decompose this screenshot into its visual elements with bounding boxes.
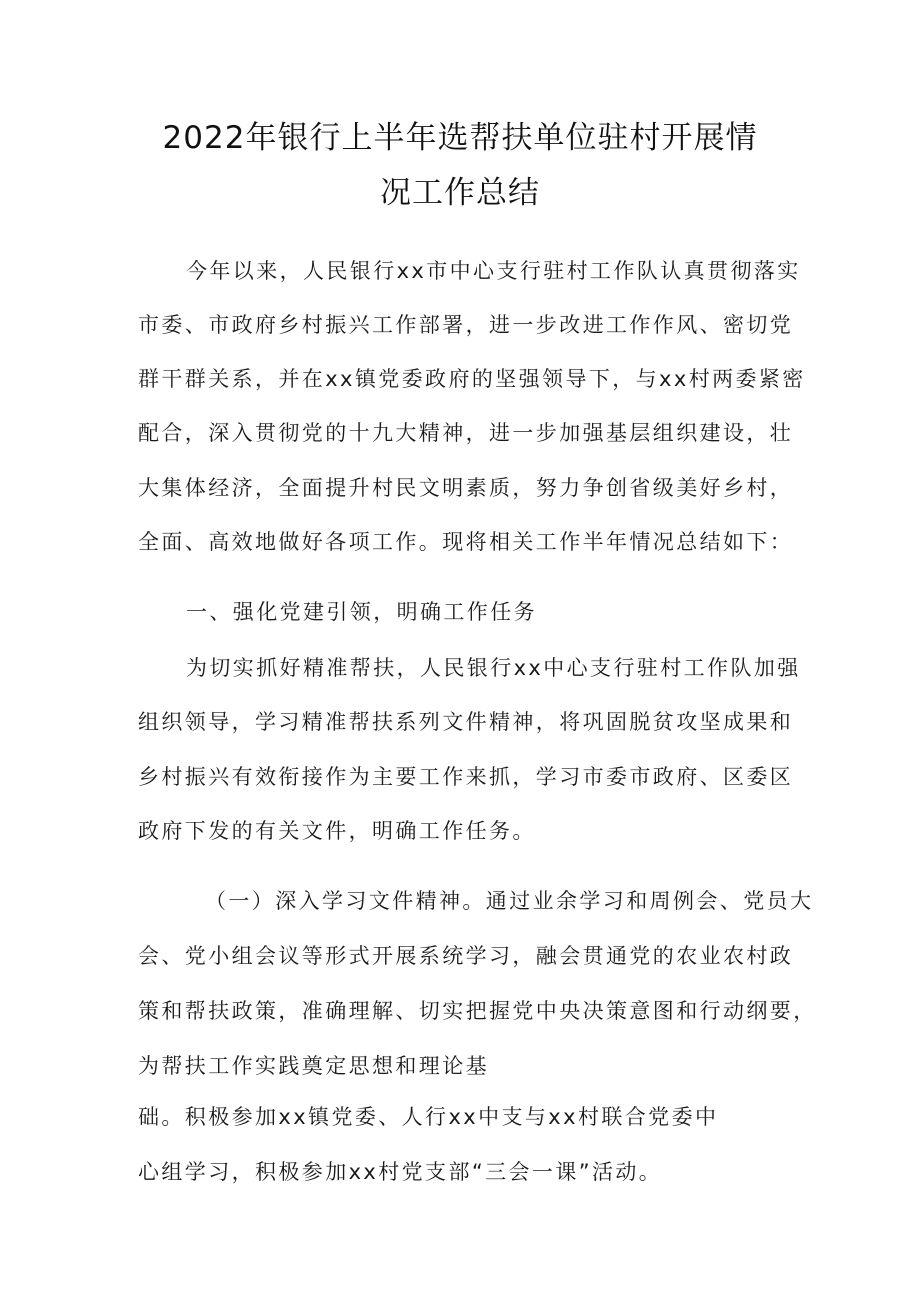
subsection-1-line-3: 策和帮扶政策，准确理解、切实把握党中央决策意图和行动纲要， xyxy=(138,999,817,1023)
subsection-1-line-2: 会、党小组会议等形式开展系统学习，融会贯通党的农业农村政 xyxy=(138,944,794,968)
subsection-1-line-5: 础。积极参加xx镇党委、人行xx中支与xx村联合党委中 xyxy=(138,1105,719,1129)
section-heading-1: 一、强化党建引领，明确工作任务 xyxy=(186,600,537,624)
document-title-line-1: 2022年银行上半年选帮扶单位驻村开展情 xyxy=(162,120,758,156)
paragraph-intro-line-4: 配合，深入贯彻党的十九大精神，进一步加强基层组织建设，壮 xyxy=(138,421,794,445)
document-title-line-2: 况工作总结 xyxy=(380,175,540,211)
paragraph-section1-line-2: 组织领导，学习精准帮扶系列文件精神，将巩固脱贫攻坚成果和 xyxy=(138,710,794,734)
subsection-1-line-6: 心组学习，积极参加xx村党支部“三会一课”活动。 xyxy=(138,1160,663,1184)
paragraph-intro-line-1: 今年以来，人民银行xx市中心支行驻村工作队认真贯彻落实 xyxy=(186,259,801,283)
subsection-1-line-4: 为帮扶工作实践奠定思想和理论基 xyxy=(138,1054,489,1078)
subsection-1-line-1: （一）深入学习文件精神。通过业余学习和周例会、党员大 xyxy=(205,889,814,913)
paragraph-intro-line-6: 全面、高效地做好各项工作。现将相关工作半年情况总结如下： xyxy=(138,530,794,554)
paragraph-section1-line-4: 政府下发的有关文件，明确工作任务。 xyxy=(138,819,536,843)
paragraph-intro-line-2: 市委、市政府乡村振兴工作部署，进一步改进工作作风、密切党 xyxy=(138,313,794,337)
paragraph-intro-line-3: 群干群关系，并在xx镇党委政府的坚强领导下，与xx村两委紧密 xyxy=(138,367,806,391)
paragraph-section1-line-1: 为切实抓好精准帮扶，人民银行xx中心支行驻村工作队加强 xyxy=(186,656,801,680)
paragraph-intro-line-5: 大集体经济，全面提升村民文明素质，努力争创省级美好乡村， xyxy=(138,476,794,500)
paragraph-section1-line-3: 乡村振兴有效衔接作为主要工作来抓，学习市委市政府、区委区 xyxy=(138,765,794,789)
